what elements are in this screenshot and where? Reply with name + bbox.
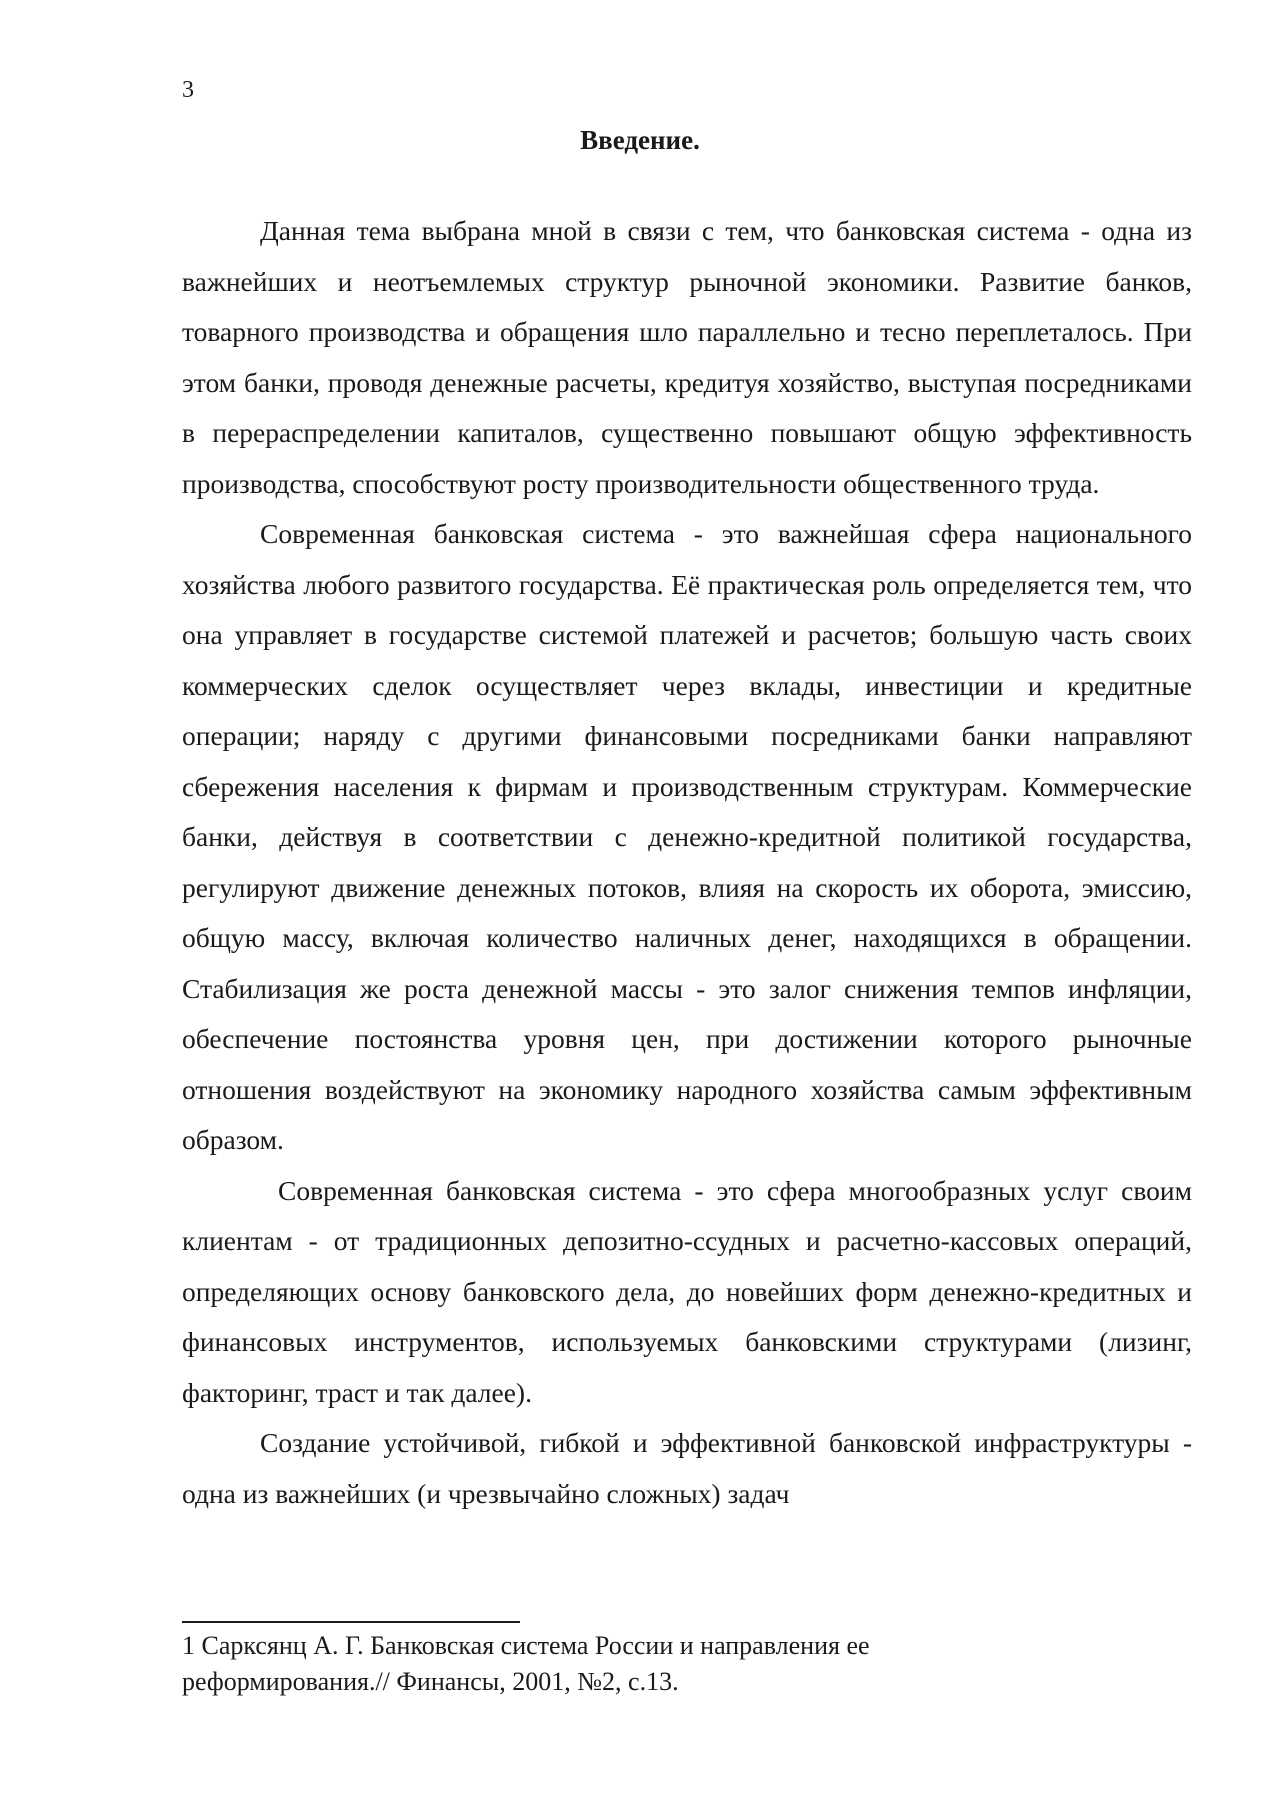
footnote-ref: 1 [182,1631,195,1660]
paragraph-3: Современная банковская система - это сфера многообразных услуг своим клиентам - от традиционных депозитно-ссудных и расчетно-кассовых операций, определяющих основу банковского дела, до новейших форм денежно-кредитных и финансовых инструментов, используемых банковскими структурами (лизинг, факторинг, траст и так далее). [182,1174,1192,1408]
body-text [182,206,1192,1519]
footnote-separator [182,1621,520,1623]
section-title: Введение. [580,125,700,155]
footnote [182,1628,1062,1700]
paragraph-1: Данная тема выбрана мной в связи с тем, что банковская система - одна из важнейших и неотъемлемых структур рыночной экономики. Развитие банков, товарного производства и обращения шло параллельно и тесно переплеталось. При этом банки, проводя денежные расчеты, кредитуя хозяйство, выступая посредниками в перераспределении капиталов, существенно повышают общую эффективность производства, способствуют росту производительности общественного труда. [182,215,1192,499]
page-number: 3 [182,77,194,103]
footnote-text: Сарксянц А. Г. Банковская система России и направления ее реформирования.// Финансы, 2001, №2, с.13. [182,1631,870,1696]
paragraph-4: Создание устойчивой, гибкой и эффективной банковской инфраструктуры - одна из важнейших (и чрезвычайно сложных) задач [182,1427,1192,1509]
paragraph-2: Современная банковская система - это важнейшая сфера национального хозяйства любого развитого государства. Её практическая роль определяется тем, что она управляет в государстве системой платежей и расчетов; большую часть своих коммерческих сделок осуществляет через вклады, инвестиции и кредитные операции; наряду с другими финансовыми посредниками банки направляют сбережения населения к фирмам и производственным структурам. Коммерческие банки, действуя в соответствии с денежно-кредитной политикой государства, регулируют движение денежных потоков, влияя на скорость их оборота, эмиссию, общую массу, включая количество наличных денег, находящихся в обращении. Стабилизация же роста денежной массы - это залог снижения темпов инфляции, обеспечение постоянства уровня цен, при достижении которого рыночные отношения воздействуют на экономику народного хозяйства самым эффективным образом. [182,518,1192,1155]
